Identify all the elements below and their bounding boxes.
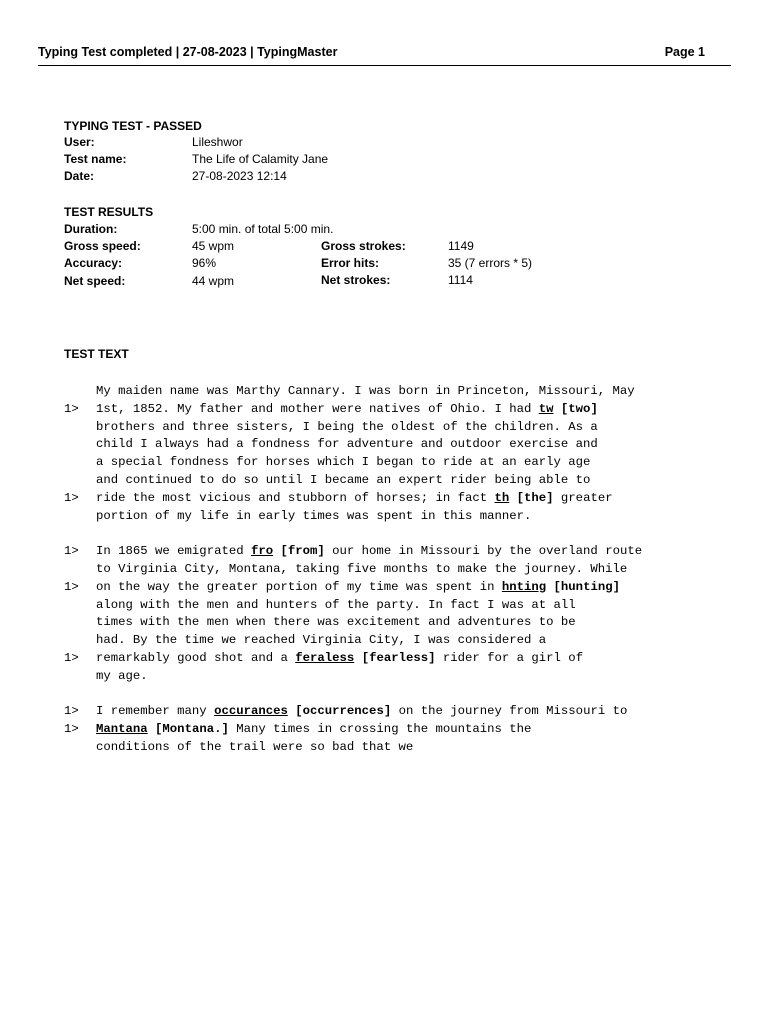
typed-error-word: th	[494, 490, 510, 505]
plain-text: ride the most vicious and stubborn of horses; in fact	[96, 490, 495, 505]
results-labels	[64, 221, 141, 290]
results-labels-2	[321, 238, 406, 290]
correct-word: [from]	[280, 544, 325, 559]
page-number: Page 1	[664, 45, 705, 59]
gross-strokes-label: Gross strokes:	[321, 239, 406, 253]
user-label: User:	[64, 135, 95, 149]
plain-text	[509, 491, 516, 505]
line-text	[96, 668, 148, 686]
line-text	[96, 401, 598, 419]
plain-text: portion of my life in early times was spent in this manner.	[96, 508, 532, 523]
test-name-value: The Life of Calamity Jane	[192, 152, 329, 167]
plain-text: our home in Missouri by the overland route	[324, 544, 643, 559]
error-marker: 1>	[64, 401, 79, 416]
error-marker: 1>	[64, 490, 79, 505]
error-hits-label: Error hits:	[321, 256, 380, 271]
plain-text: brothers and three sisters, I being the oldest of the children. As a	[96, 419, 598, 434]
results-values	[192, 221, 333, 290]
plain-text: on the journey from Missouri to	[391, 704, 628, 719]
plain-text: child I always had a fondness for adventure and outdoor exercise and	[96, 437, 598, 452]
line-text	[96, 703, 627, 721]
plain-text: had. By the time we reached Virginia City, I was considered a	[96, 633, 547, 648]
line-text	[96, 436, 598, 454]
line-text	[96, 721, 531, 739]
plain-text	[148, 722, 155, 736]
correct-word: [the]	[516, 490, 554, 505]
duration-value: 5:00 min. of total 5:00 min.	[192, 222, 334, 236]
plain-text: In 1865 we emigrated	[96, 544, 251, 559]
error-marker: 1>	[64, 722, 79, 737]
error-marker: 1>	[64, 650, 79, 665]
correct-word: [Montana.]	[155, 722, 229, 737]
user-value: Lileshwor	[192, 135, 243, 149]
line-text	[96, 383, 635, 401]
error-marker: 1>	[64, 704, 79, 719]
plain-text: 1st, 1852. My father and mother were natives of Ohio. I had	[96, 401, 539, 416]
line-text	[96, 561, 627, 579]
line-text	[96, 472, 590, 490]
line-text	[96, 490, 613, 508]
error-hits-value: 35 (7 errors * 5)	[448, 256, 533, 271]
typed-error-word: fro	[250, 544, 274, 559]
line-text	[96, 419, 598, 437]
net-strokes-value: 1114	[448, 273, 473, 288]
typed-error-word: hnting	[501, 579, 547, 594]
plain-text: to Virginia City, Montana, taking five months to make the journey. While	[96, 561, 628, 576]
typed-error-word: Mantana	[96, 722, 148, 737]
plain-text: Many times in crossing the mountains the	[228, 722, 532, 737]
correct-word: [hunting]	[553, 579, 620, 594]
line-text	[96, 614, 576, 632]
test-name-label: Test name:	[64, 152, 127, 167]
summary-labels	[64, 134, 126, 186]
line-text	[96, 739, 413, 757]
plain-text	[273, 544, 280, 558]
plain-text: rider for a girl of	[435, 650, 584, 665]
gross-strokes-value: 1149	[448, 239, 474, 253]
plain-text: times with the men when there was excitement and adventures to be	[96, 615, 576, 630]
plain-text: My maiden name was Marthy Cannary. I was born in Princeton, Missouri, May	[96, 384, 635, 398]
line-text	[96, 597, 576, 615]
line-text	[96, 454, 590, 472]
plain-text: along with the men and hunters of the party. In fact I was at all	[96, 597, 576, 612]
plain-text: and continued to do so until I became an expert rider being able to	[96, 472, 591, 487]
plain-text: conditions of the trail were so bad that we	[96, 739, 414, 754]
correct-word: [two]	[560, 401, 598, 416]
line-text	[96, 579, 620, 597]
typed-error-word: tw	[538, 401, 554, 416]
date-label: Date:	[64, 169, 95, 184]
net-strokes-label: Net strokes:	[321, 273, 391, 288]
line-text	[96, 543, 642, 561]
results-values-2	[448, 238, 532, 290]
plain-text	[554, 402, 561, 416]
net-speed-label: Net speed:	[64, 273, 126, 288]
test-text-title: TEST TEXT	[64, 347, 129, 361]
plain-text: remarkably good shot and a	[96, 650, 296, 665]
summary-values	[192, 134, 328, 186]
plain-text: I remember many	[96, 704, 215, 719]
line-text	[96, 508, 531, 526]
results-title: TEST RESULTS	[64, 205, 154, 219]
accuracy-label: Accuracy:	[64, 256, 123, 271]
plain-text: my age.	[96, 668, 148, 683]
line-text	[96, 650, 583, 668]
gross-speed-label: Gross speed:	[64, 239, 141, 254]
error-marker: 1>	[64, 579, 79, 594]
correct-word: [fearless]	[361, 650, 436, 665]
plain-text	[354, 651, 361, 665]
duration-label: Duration:	[64, 222, 118, 236]
date-value: 27-08-2023 12:14	[192, 169, 287, 184]
plain-text: on the way the greater portion of my time was spent in	[96, 579, 502, 594]
page-header	[38, 45, 731, 66]
typed-error-word: occurances	[214, 704, 288, 719]
error-marker: 1>	[64, 544, 79, 559]
accuracy-value: 96%	[192, 256, 217, 271]
net-speed-value: 44 wpm	[192, 273, 235, 288]
correct-word: [occurrences]	[295, 704, 392, 719]
gross-speed-value: 45 wpm	[192, 239, 235, 254]
plain-text	[546, 580, 553, 594]
plain-text: a special fondness for horses which I began to ride at an early age	[96, 455, 591, 470]
line-text	[96, 632, 546, 650]
header-title: Typing Test completed | 27-08-2023 | TypingMaster	[38, 45, 338, 59]
summary-title: TYPING TEST - PASSED	[64, 119, 202, 133]
plain-text: greater	[553, 490, 613, 505]
typed-error-word: feraless	[295, 650, 355, 665]
